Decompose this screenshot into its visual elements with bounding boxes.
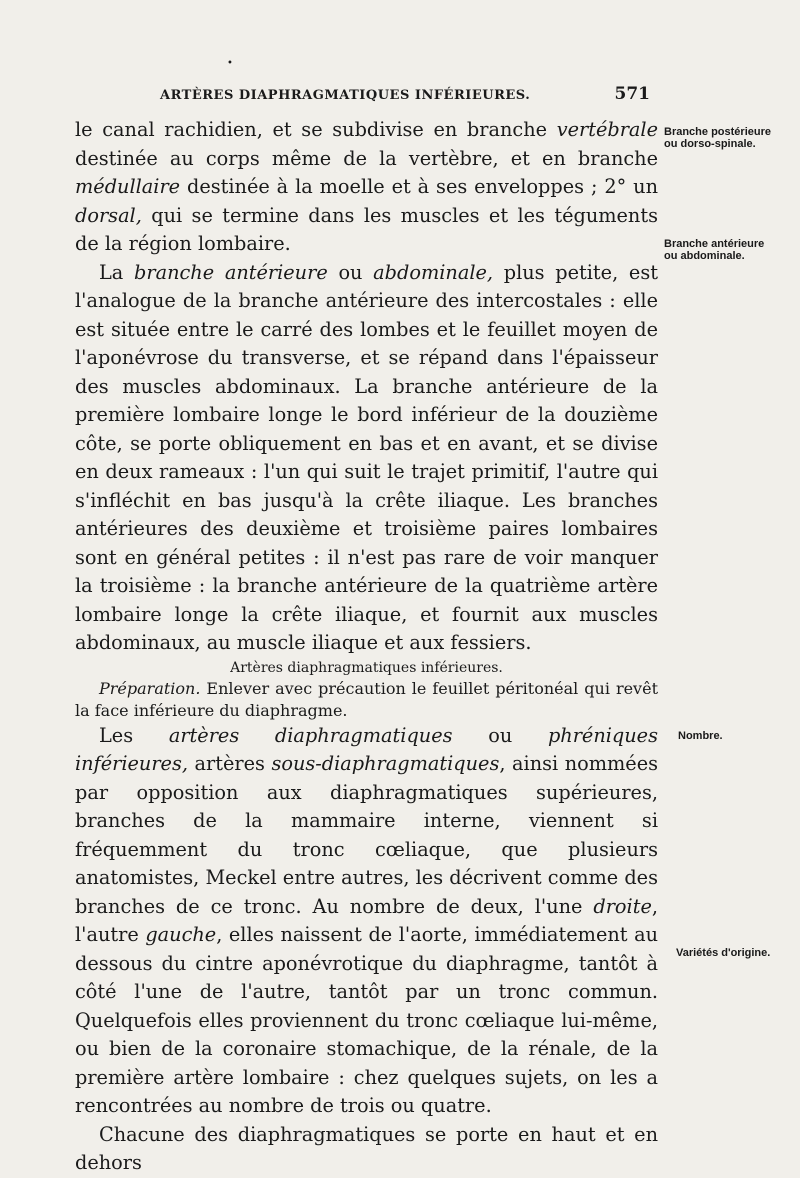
italic-term: médullaire [75, 175, 181, 198]
top-mark: • [227, 58, 233, 69]
preparation-label: Préparation. [99, 678, 201, 698]
main-text [75, 116, 658, 1178]
text-run: La [99, 260, 135, 284]
text-run: , l'autre [75, 894, 658, 946]
text-run: , elles naissent de l'aorte, immédiatement au dessous du cintre aponévrotique du diaphragme, tantôt à côté l'une de l'autre, tantôt par un tronc commun. Quelquefois elles proviennent du tronc cœliaque lui-même, ou bien de la coronaire stomachique, de la rénale, de la première artère lombaire : chez quelques sujets, on les a rencontrées au nombre de trois ou quatre. [75, 923, 659, 1117]
preparation-note [75, 678, 658, 722]
paragraph-4: Chacune des diaphragmatiques se porte en haut et en dehors [75, 1122, 658, 1174]
italic-term: sous-diaphragmatiques [271, 752, 500, 775]
header-rule [75, 112, 660, 113]
italic-term: artères diaphragmatiques [168, 723, 453, 747]
italic-term: droite [593, 894, 652, 918]
text-run: ou [452, 723, 548, 747]
text-run: plus petite, est l'analogue de la branche antérieure des intercostales : elle est située entre le carré des lombes et le feuillet moyen de l'aponévrose du transverse, et se répand dans l'épaisseur des muscles abdominaux. La branche antérieure de la première lombaire longe le bord inférieur de la douzième côte, se porte obliquement en bas et en avant, et se divise en deux rameaux : l'un qui suit le trajet primitif, l'autre qui s'infléchit en bas jusqu'à la crête iliaque. Les branches antérieures des deuxième et troisième paires lombaires sont en général petites : il n'est pas rare de voir manquer la troisième : la branche antérieure de la quatrième artère lombaire longe la crête iliaque, et fournit aux muscles abdominaux, au muscle iliaque et aux fessiers. [75, 260, 658, 654]
paragraph-1 [75, 116, 658, 259]
margin-note-number: Nombre. [678, 730, 723, 742]
text-run: destinée au corps même de la vertèbre, et en branche [75, 146, 658, 170]
text-run: le canal rachidien, et se subdivise en branche [75, 118, 557, 141]
margin-note-variations: Variétés d'origine. [676, 947, 771, 959]
italic-term: dorsal, [75, 203, 142, 227]
text-run: Les [99, 723, 169, 747]
text-run: destinée à la moelle et à ses enveloppes ; 2° un [180, 175, 658, 198]
paragraph-3 [75, 722, 658, 1121]
italic-term: branche antérieure [134, 260, 328, 284]
margin-note-posterior: Branche postérieure ou dorso-spinale. [664, 126, 771, 150]
text-run: artères [188, 752, 272, 775]
margin-note-anterior: Branche antérieure ou abdominale. [664, 238, 765, 262]
text-run: Enlever avec précaution le feuillet péritonéal qui revêt la face inférieure du diaphragme. [75, 678, 658, 720]
paragraph-2 [75, 259, 658, 658]
page-number: 571 [614, 84, 650, 104]
running-title: ARTÈRES DIAPHRAGMATIQUES INFÉRIEURES. [160, 88, 531, 103]
text-run: qui se termine dans les muscles et les téguments de la région lombaire. [75, 203, 658, 255]
running-header [160, 84, 650, 104]
italic-term: phréniques inférieures, [75, 723, 658, 775]
italic-term: gauche [145, 923, 217, 946]
text-run: , ainsi nommées par opposition aux diaphragmatiques supérieures, branches de la mammaire interne, viennent si fréquemment du tronc cœliaque, que plusieurs anatomistes, Meckel entre autres, les décrivent comme des branches de ce tronc. Au nombre de deux, l'une [75, 752, 659, 918]
italic-term: vertébrale [556, 118, 658, 141]
italic-term: abdominale, [373, 260, 494, 284]
section-heading: Artères diaphragmatiques inférieures. [230, 659, 503, 676]
text-run: ou [327, 260, 374, 284]
